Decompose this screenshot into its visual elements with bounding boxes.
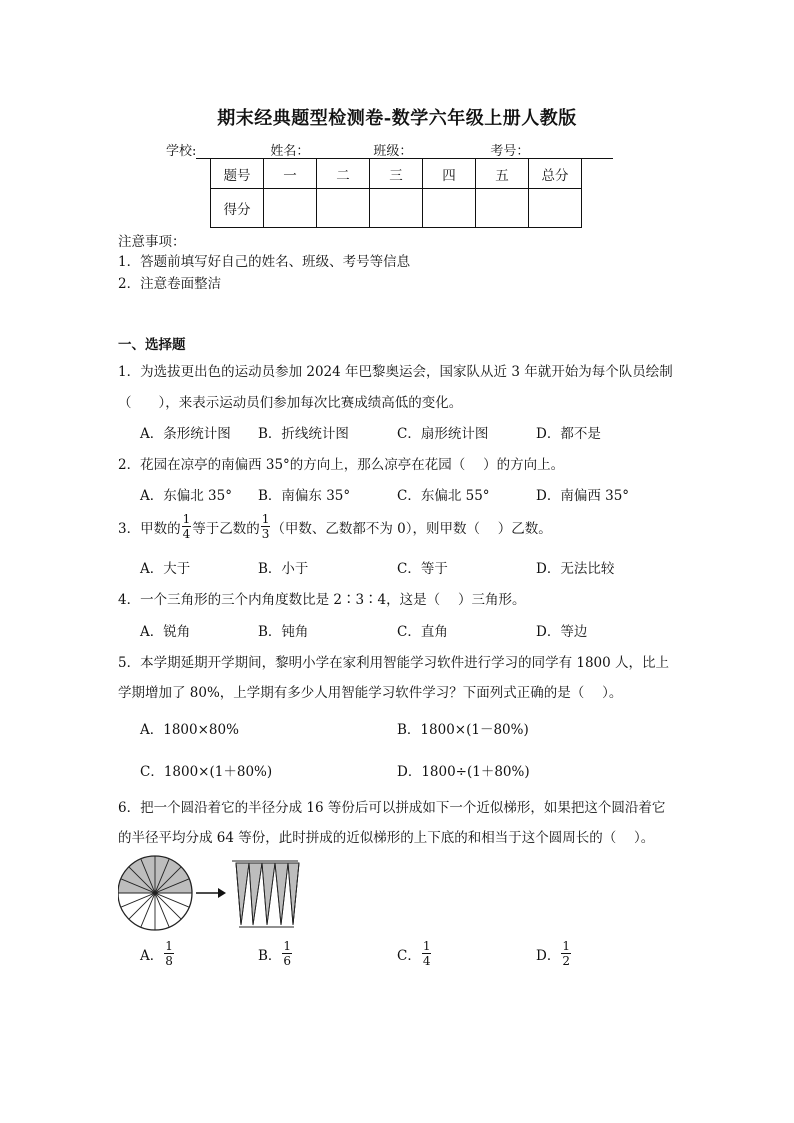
student-info: [166, 140, 613, 159]
fraction: [561, 940, 571, 967]
fraction-denominator: 3: [261, 527, 270, 541]
score-row-label: 得分: [211, 189, 264, 228]
option-label: D．: [536, 947, 561, 964]
fraction-numerator: 1: [422, 939, 431, 953]
option-a[interactable]: A．锐角: [140, 624, 191, 640]
option-b[interactable]: B．南偏东 35°: [258, 488, 351, 504]
name-blank[interactable]: [309, 144, 373, 159]
score-cell[interactable]: [529, 189, 582, 228]
question-1-line: （ ），来表示运动员们参加每次比赛成绩高低的变化。: [118, 395, 463, 411]
option-b[interactable]: B．折线统计图: [258, 426, 349, 442]
option-d[interactable]: D．等边: [536, 624, 588, 640]
score-header-cell: 四: [423, 159, 476, 189]
score-header-cell: 三: [370, 159, 423, 189]
option-b[interactable]: B．1800×(1－80%): [397, 722, 529, 738]
fraction-denominator: 4: [182, 527, 191, 541]
note-item: 2．注意卷面整洁: [118, 276, 222, 292]
fraction: [282, 940, 292, 967]
fraction-numerator: 1: [182, 512, 191, 526]
class-blank[interactable]: [412, 144, 490, 159]
fraction: [164, 940, 174, 967]
question-3-text: （甲数、乙数都不为 0），则甲数（ ）乙数。: [271, 520, 552, 537]
score-header-cell: 二: [317, 159, 370, 189]
fraction-denominator: 6: [283, 954, 292, 968]
option-a[interactable]: A．条形统计图: [140, 426, 231, 442]
question-6-line: 的半径平均分成 64 等份，此时拼成的近似梯形的上下底的和相当于这个圆周长的（ ）。: [118, 830, 655, 846]
fraction-denominator: 8: [165, 954, 173, 968]
option-c[interactable]: C．等于: [397, 561, 448, 577]
page-title: 期末经典题型检测卷-数学六年级上册人教版: [217, 108, 577, 129]
fraction-denominator: 2: [562, 954, 570, 968]
arrow-icon: [196, 888, 226, 898]
option-c[interactable]: C．直角: [397, 624, 448, 640]
score-cell[interactable]: [476, 189, 529, 228]
question-5-line: 学期增加了 80%，上学期有多少人用智能学习软件学习？下面列式正确的是（ ）。: [118, 685, 623, 701]
score-cell[interactable]: [264, 189, 317, 228]
question-4-line: 4．一个三角形的三个内角度数比是 2∶3∶4，这是（ ）三角形。: [118, 592, 526, 608]
fraction: [422, 940, 432, 967]
option-d[interactable]: D．都不是: [536, 426, 601, 442]
school-blank[interactable]: [196, 144, 270, 159]
fraction-denominator: 4: [422, 954, 431, 968]
score-header-cell: 一: [264, 159, 317, 189]
exam-no-label: 考号：: [490, 144, 530, 159]
option-label: B．: [258, 947, 282, 964]
school-label: 学校:: [166, 144, 197, 159]
class-label: 班级：: [373, 144, 413, 159]
fraction-numerator: 1: [283, 939, 292, 953]
fraction-numerator: 1: [165, 939, 173, 953]
circle-to-trapezoid-figure: [118, 855, 308, 933]
score-table: [210, 158, 582, 228]
option-d[interactable]: D．1800÷(1＋80%): [397, 764, 530, 780]
score-cell[interactable]: [423, 189, 476, 228]
question-6-line: 6．把一个圆沿着它的半径分成 16 等份后可以拼成如下一个近似梯形，如果把这个圆沿着它: [118, 800, 666, 816]
question-2-line: 2．花园在凉亭的南偏西 35°的方向上，那么凉亭在花园（ ）的方向上。: [118, 457, 565, 473]
option-b[interactable]: B．小于: [258, 561, 309, 577]
score-header-cell: 五: [476, 159, 529, 189]
option-b[interactable]: [258, 940, 293, 967]
question-3-text: 等于乙数的: [192, 520, 260, 537]
section-heading: 一、选择题: [118, 337, 186, 353]
question-3-line: [118, 513, 552, 540]
sectored-circle: [118, 856, 192, 930]
question-1-line: 1．为选拔更出色的运动员参加 2024 年巴黎奥运会，国家队从近 3 年就开始为每个队员绘制: [118, 364, 673, 380]
score-cell[interactable]: [370, 189, 423, 228]
note-item: 1．答题前填写好自己的姓名、班级、考号等信息: [118, 254, 411, 270]
option-c[interactable]: C．扇形统计图: [397, 426, 489, 442]
option-d[interactable]: D．南偏西 35°: [536, 488, 630, 504]
score-header-cell: 题号: [211, 159, 264, 189]
option-a[interactable]: A．东偏北 35°: [140, 488, 232, 504]
fraction-numerator: 1: [562, 939, 570, 953]
option-a[interactable]: A．1800×80%: [140, 722, 239, 738]
approximate-trapezoid: [232, 861, 299, 927]
option-c[interactable]: C．东偏北 55°: [397, 488, 490, 504]
fraction-numerator: 1: [261, 512, 270, 526]
score-header-cell: 总分: [529, 159, 582, 189]
option-d[interactable]: [536, 940, 572, 967]
option-d[interactable]: D．无法比较: [536, 561, 615, 577]
option-a[interactable]: A．大于: [140, 561, 191, 577]
option-b[interactable]: B．钝角: [258, 624, 309, 640]
option-a[interactable]: [140, 940, 175, 967]
question-5-line: 5．本学期延期开学期间，黎明小学在家利用智能学习软件进行学习的同学有 1800 人，比上: [118, 655, 670, 671]
score-cell[interactable]: [317, 189, 370, 228]
option-c[interactable]: [397, 940, 432, 967]
exam-no-blank[interactable]: [529, 144, 613, 159]
option-c[interactable]: C．1800×(1＋80%): [140, 764, 273, 780]
option-label: C．: [397, 947, 421, 964]
option-label: A．: [140, 947, 164, 964]
fraction: [182, 513, 192, 540]
question-3-text: 3．甲数的: [118, 520, 181, 537]
name-label: 姓名：: [270, 144, 310, 159]
fraction: [261, 513, 271, 540]
notes-heading: 注意事项：: [118, 234, 186, 250]
